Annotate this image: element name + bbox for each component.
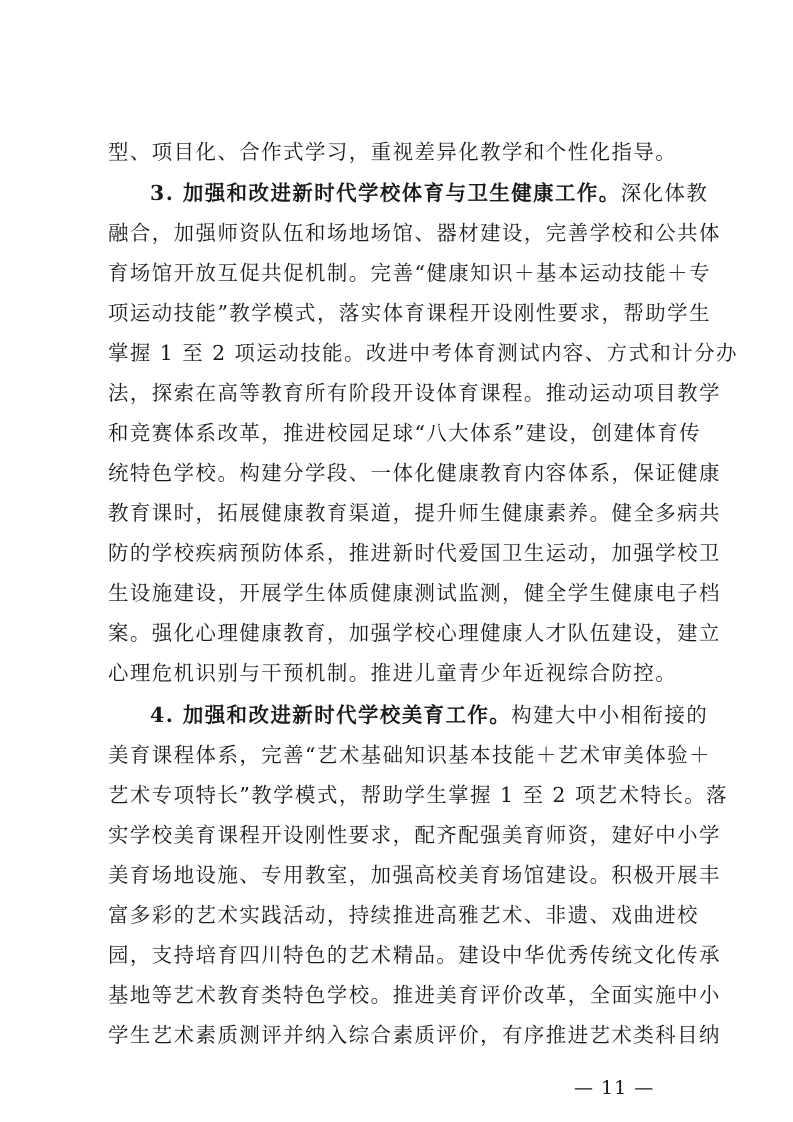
line-text: 掌握 1 至 2 项运动技能。改进中考体育测试内容、方式和计分办 xyxy=(108,341,739,365)
text-line xyxy=(108,653,677,693)
text-line xyxy=(108,975,721,1015)
text-line xyxy=(108,1015,721,1055)
text-line xyxy=(108,935,721,975)
line-text: 富多彩的艺术实践活动，持续推进高雅艺术、非遗、戏曲进校 xyxy=(108,903,700,927)
text-line xyxy=(108,533,721,573)
text-line xyxy=(108,132,677,172)
line-text: 学生艺术素质测评并纳入综合素质评价，有序推进艺术类科目纳 xyxy=(108,1023,721,1047)
text-line xyxy=(108,253,711,293)
line-text: 育场馆开放互促共促机制。完善“健康知识＋基本运动技能＋专 xyxy=(108,261,711,285)
line-text: 生设施建设，开展学生体质健康测试监测，健全学生健康电子档 xyxy=(108,581,721,605)
line-text: 案。强化心理健康教育，加强学校心理健康人才队伍建设，建立 xyxy=(108,621,721,645)
text-line xyxy=(108,453,721,493)
line-text: 统特色学校。构建分学段、一体化健康教育内容体系，保证健康 xyxy=(108,461,721,485)
text-line xyxy=(108,613,721,653)
line-text: 基地等艺术教育类特色学校。推进美育评价改革，全面实施中小 xyxy=(108,983,721,1007)
text-line xyxy=(108,413,701,453)
line-text: 实学校美育课程开设刚性要求，配齐配强美育师资，建好中小学 xyxy=(108,823,721,847)
line-text: 防的学校疾病预防体系，推进新时代爱国卫生运动，加强学校卫 xyxy=(108,541,721,565)
line-text: 教育课时，拓展健康教育渠道，提升师生健康素养。健全多病共 xyxy=(108,501,721,525)
text-line xyxy=(108,775,728,815)
line-text: 和竞赛体系改革，推进校园足球“八大体系”建设，创建体育传 xyxy=(108,421,702,445)
text-line xyxy=(108,213,721,253)
section-heading-4: 4. 加强和改进新时代学校美育工作。 xyxy=(150,703,512,727)
text-line xyxy=(108,815,721,855)
text-line xyxy=(108,855,721,895)
text-line xyxy=(108,373,721,413)
text-line xyxy=(150,695,708,735)
line-text: 艺术专项特长”教学模式，帮助学生掌握 1 至 2 项艺术特长。落 xyxy=(108,783,729,807)
line-text: 法，探索在高等教育所有阶段开设体育课程。推动运动项目教学 xyxy=(108,381,721,405)
text-line xyxy=(108,895,699,935)
line-text: 美育场地设施、专用教室，加强高校美育场馆建设。积极开展丰 xyxy=(108,863,721,887)
line-text: 融合，加强师资队伍和场地场馆、器材建设，完善学校和公共体 xyxy=(108,221,721,245)
line-text: 项运动技能”教学模式，落实体育课程开设刚性要求，帮助学生 xyxy=(108,301,711,325)
line-text: 型、项目化、合作式学习，重视差异化教学和个性化指导。 xyxy=(108,140,678,164)
text-line xyxy=(108,573,721,613)
section-heading-3: 3. 加强和改进新时代学校体育与卫生健康工作。 xyxy=(150,181,621,205)
text-line xyxy=(150,173,708,213)
text-line xyxy=(108,333,738,373)
line-text: 园，支持培育四川特色的艺术精品。建设中华优秀传统文化传承 xyxy=(108,943,721,967)
page-number: — 11 — xyxy=(574,1077,655,1099)
line-text: 深化体教 xyxy=(620,181,709,205)
line-text: 构建大中小相衔接的 xyxy=(511,703,709,727)
text-line xyxy=(108,493,721,533)
text-line xyxy=(108,293,711,333)
line-text: 心理危机识别与干预机制。推进儿童青少年近视综合防控。 xyxy=(108,661,678,685)
text-line xyxy=(108,735,711,775)
line-text: 美育课程体系，完善“艺术基础知识基本技能＋艺术审美体验＋ xyxy=(108,743,711,767)
